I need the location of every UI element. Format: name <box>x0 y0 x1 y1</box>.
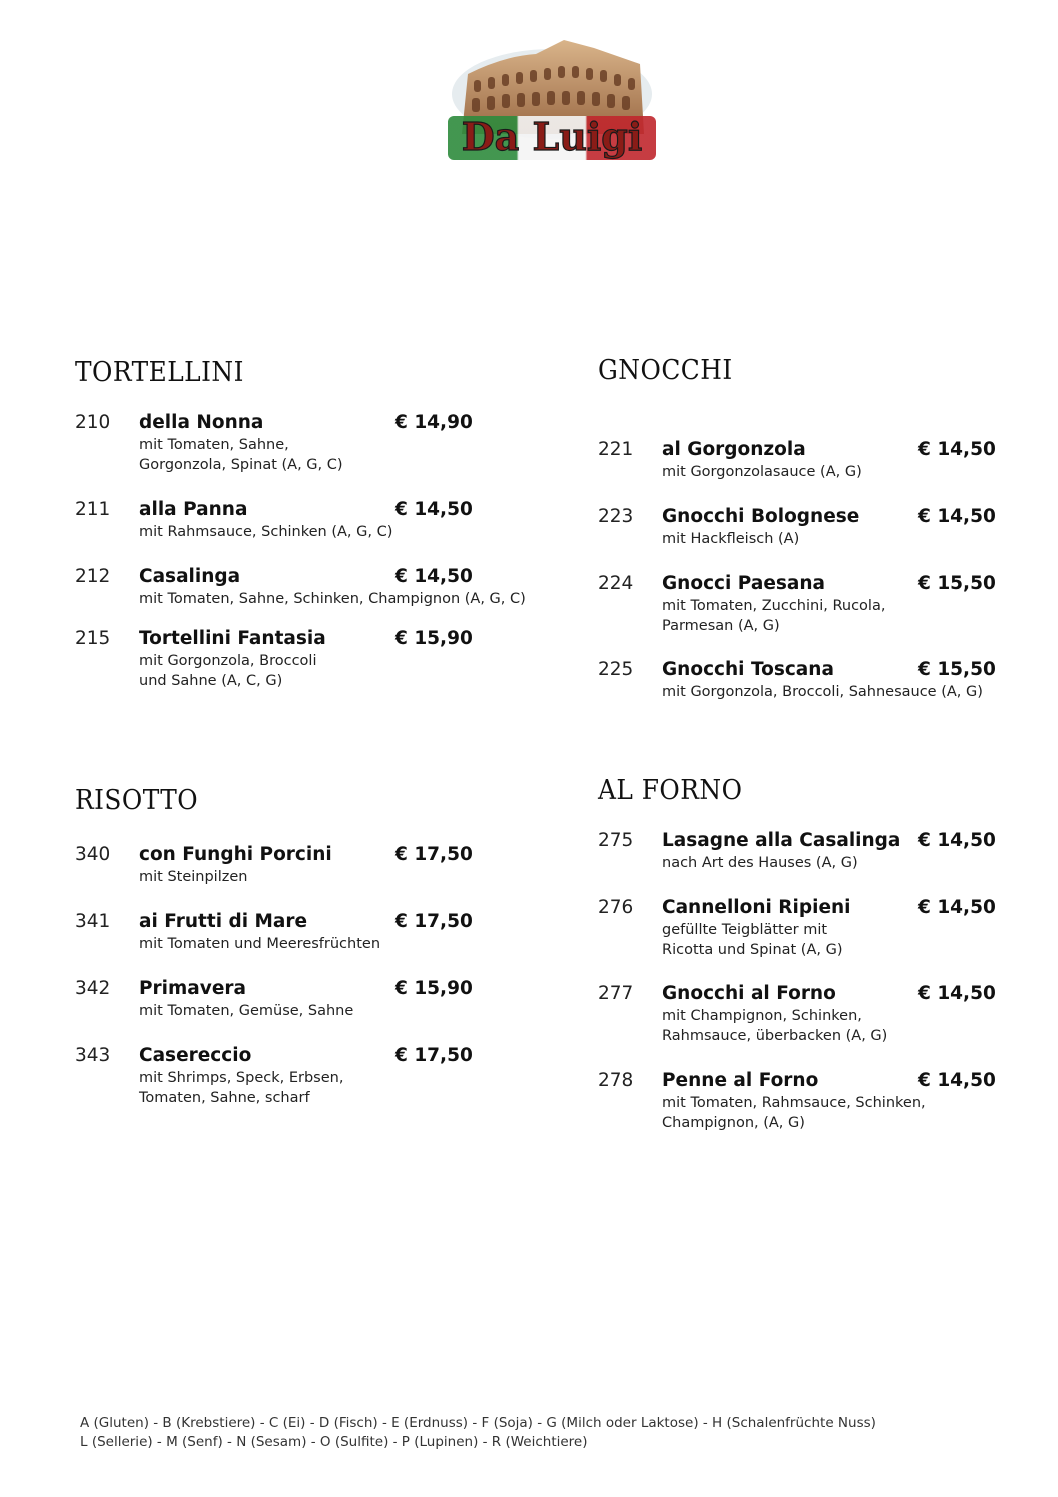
item-name: Tortellini Fantasia <box>139 628 326 649</box>
item-name: Gnocchi Toscana <box>662 659 834 680</box>
item-name: della Nonna <box>139 412 264 433</box>
item-price: € 17,50 <box>395 911 473 932</box>
desc-line: mit Champignon, Schinken, <box>662 1008 862 1024</box>
item-price: € 14,50 <box>918 830 996 851</box>
item-price: € 14,50 <box>918 439 996 460</box>
item-number: 276 <box>598 897 634 918</box>
section-title: TORTELLINI <box>75 357 244 388</box>
item-name: con Funghi Porcini <box>139 844 332 865</box>
item-description <box>139 589 526 609</box>
section-tortellini <box>75 357 545 689</box>
item-number: 341 <box>75 911 111 932</box>
desc-line: mit Gorgonzolasauce (A, G) <box>662 464 862 480</box>
section-gnocchi <box>598 355 1058 700</box>
desc-line: mit Steinpilzen <box>139 869 248 885</box>
item-name: Gnocchi al Forno <box>662 983 836 1004</box>
section-risotto <box>75 785 545 1106</box>
item-description <box>139 651 316 691</box>
desc-line: mit Tomaten, Rahmsauce, Schinken, <box>662 1095 926 1111</box>
desc-line: Parmesan (A, G) <box>662 618 780 634</box>
item-price: € 15,90 <box>395 628 473 649</box>
item-name: Casereccio <box>139 1045 252 1066</box>
item-price: € 17,50 <box>395 844 473 865</box>
item-description <box>139 1068 343 1108</box>
item-number: 215 <box>75 628 111 649</box>
item-number: 340 <box>75 844 111 865</box>
item-name: Penne al Forno <box>662 1070 819 1091</box>
colosseum-icon <box>444 34 660 164</box>
item-price: € 14,50 <box>395 499 473 520</box>
item-number: 343 <box>75 1045 111 1066</box>
item-price: € 14,50 <box>918 506 996 527</box>
desc-line: mit Tomaten, Sahne, <box>139 437 289 453</box>
item-price: € 15,50 <box>918 659 996 680</box>
item-number: 275 <box>598 830 634 851</box>
item-name: Cannelloni Ripieni <box>662 897 851 918</box>
item-name: ai Frutti di Mare <box>139 911 308 932</box>
allergen-legend <box>80 1414 876 1451</box>
desc-line: Ricotta und Spinat (A, G) <box>662 942 843 958</box>
item-description <box>662 920 843 960</box>
item-description <box>662 682 983 702</box>
section-title: GNOCCHI <box>598 355 733 386</box>
item-price: € 14,50 <box>395 566 473 587</box>
desc-line: mit Shrimps, Speck, Erbsen, <box>139 1070 344 1086</box>
item-number: 221 <box>598 439 634 460</box>
desc-line: Champignon, (A, G) <box>662 1115 805 1131</box>
desc-line: mit Gorgonzola, Broccoli <box>139 653 317 669</box>
desc-line: Rahmsauce, überbacken (A, G) <box>662 1028 888 1044</box>
restaurant-name: Da Luigi <box>461 114 643 159</box>
allergen-line: A (Gluten) - B (Krebstiere) - C (Ei) - D (Fisch) - E (Erdnuss) - F (Soja) - G (Milch oder Laktose) - H (Schalenfrüchte Nuss) <box>80 1415 876 1431</box>
desc-line: gefüllte Teigblätter mit <box>662 922 828 938</box>
desc-line: mit Tomaten, Sahne, Schinken, Champignon (A, G, C) <box>139 591 526 607</box>
item-description <box>662 596 885 636</box>
item-number: 225 <box>598 659 634 680</box>
section-title: RISOTTO <box>75 785 199 816</box>
item-number: 277 <box>598 983 634 1004</box>
item-name: Casalinga <box>139 566 241 587</box>
item-description <box>662 462 862 482</box>
section-al-forno <box>598 775 1058 1131</box>
item-price: € 14,90 <box>395 412 473 433</box>
item-description <box>662 1093 926 1133</box>
item-price: € 14,50 <box>918 1070 996 1091</box>
item-number: 212 <box>75 566 111 587</box>
item-description <box>139 934 380 954</box>
item-number: 278 <box>598 1070 634 1091</box>
item-description <box>139 1001 353 1021</box>
item-name: Gnocchi Bolognese <box>662 506 860 527</box>
desc-line: und Sahne (A, C, G) <box>139 673 283 689</box>
section-title: AL FORNO <box>598 775 743 806</box>
item-description <box>662 1006 887 1046</box>
item-number: 342 <box>75 978 111 999</box>
desc-line: mit Gorgonzola, Broccoli, Sahnesauce (A, G) <box>662 684 983 700</box>
item-price: € 17,50 <box>395 1045 473 1066</box>
item-description <box>662 529 799 549</box>
item-price: € 15,50 <box>918 573 996 594</box>
item-number: 210 <box>75 412 111 433</box>
item-name: Lasagne alla Casalinga <box>662 830 901 851</box>
item-price: € 14,50 <box>918 983 996 1004</box>
item-name: Primavera <box>139 978 246 999</box>
desc-line: Gorgonzola, Spinat (A, G, C) <box>139 457 343 473</box>
restaurant-logo <box>444 34 660 164</box>
allergen-line: L (Sellerie) - M (Senf) - N (Sesam) - O (Sulfite) - P (Lupinen) - R (Weichtiere) <box>80 1433 588 1450</box>
item-name: alla Panna <box>139 499 248 520</box>
item-description <box>139 522 392 542</box>
desc-line: Tomaten, Sahne, scharf <box>139 1090 310 1106</box>
item-description <box>662 853 858 873</box>
item-name: al Gorgonzola <box>662 439 806 460</box>
desc-line: mit Rahmsauce, Schinken (A, G, C) <box>139 524 393 540</box>
item-number: 223 <box>598 506 634 527</box>
desc-line: nach Art des Hauses (A, G) <box>662 855 858 871</box>
item-number: 224 <box>598 573 634 594</box>
item-description <box>139 435 343 475</box>
item-price: € 14,50 <box>918 897 996 918</box>
item-name: Gnocci Paesana <box>662 573 826 594</box>
desc-line: mit Tomaten, Gemüse, Sahne <box>139 1003 354 1019</box>
item-description <box>139 867 247 887</box>
desc-line: mit Tomaten und Meeresfrüchten <box>139 936 381 952</box>
desc-line: mit Hackfleisch (A) <box>662 531 800 547</box>
desc-line: mit Tomaten, Zucchini, Rucola, <box>662 598 886 614</box>
item-price: € 15,90 <box>395 978 473 999</box>
item-number: 211 <box>75 499 111 520</box>
